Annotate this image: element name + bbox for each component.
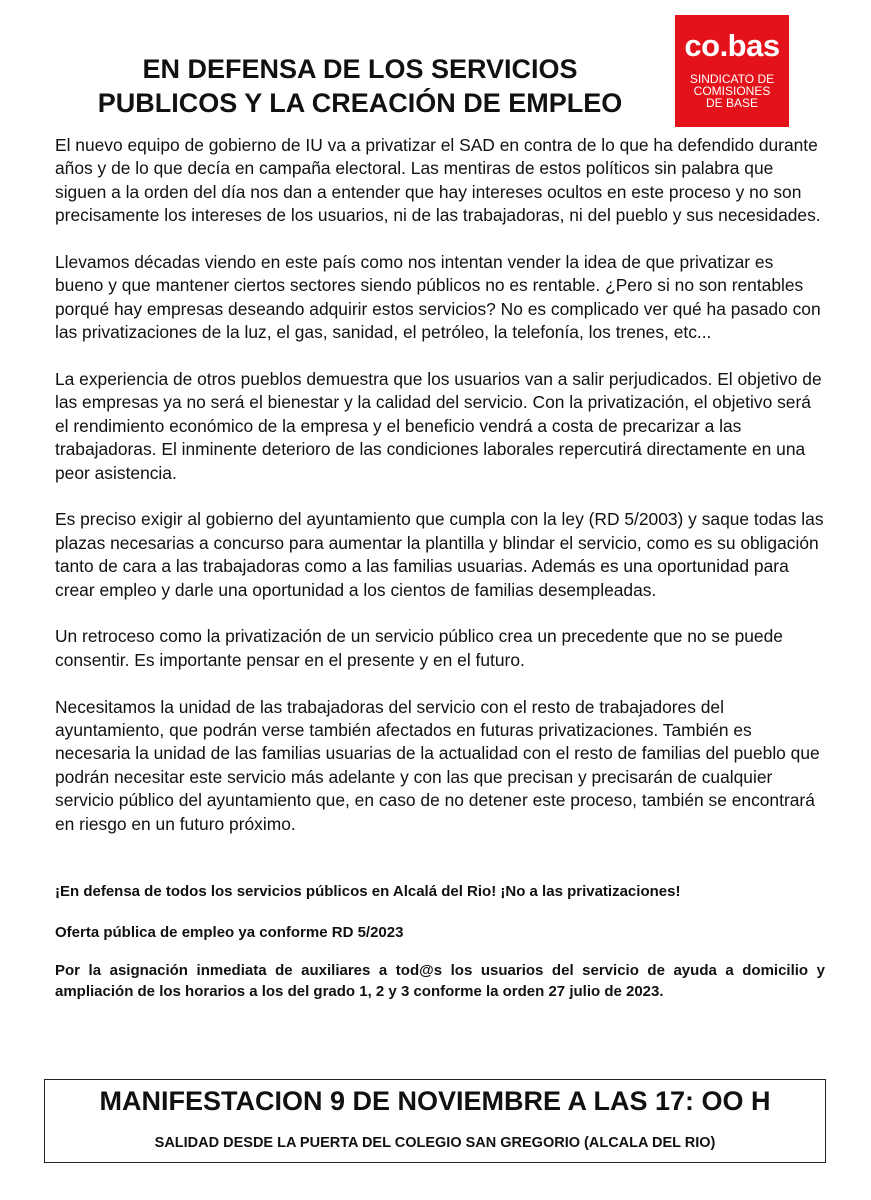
logo-subtitle [675,73,789,109]
paragraph-2: Llevamos décadas viendo en este país como nos intentan vender la idea de que privatizar es bueno y que mantener ciertos sectores siendo públicos no es rentable. ¿Pero si no son rentables porqué hay empresas deseando adquirir estos servicios? No es complicado ver qué ha pasado con las privatizaciones de la luz, el gas, sanidad, el petróleo, la telefonía, los trenes, etc... [55,252,821,343]
demand-assignment: Por la asignación inmediata de auxiliares a tod@s los usuarios del servicio de ayuda a domicilio y ampliación de los horarios a los del grado 1, 2 y 3 conforme la orden 27 julio de 2023. [55,962,825,1000]
paragraph-1: El nuevo equipo de gobierno de IU va a privatizar el SAD en contra de lo que ha defendido durante años y de lo que decía en campaña electoral. Las mentiras de estos políticos sin palabra que siguen a la orden del día nos dan a entender que hay intereses ocultos en este proceso y no son precisamente los intereses de los usuarios, ni de las trabajadoras, ni del pueblo y sus necesidades. [55,135,821,226]
demand-slogan: ¡En defensa de todos los servicios públicos en Alcalá del Rio! ¡No a las privatizaciones! [55,883,681,900]
paragraph-6: Necesitamos la unidad de las trabajadoras del servicio con el resto de trabajadores del ayuntamiento, que podrán verse también afectados en futuras privatizaciones. También es necesaria la unidad de las familias usuarias de la actualidad con el resto de familias del pueblo que podrán necesitar este servicio más adelante y con las que precisan y precisarán de cualquier servicio público del ayuntamiento que, en caso de no detener este proceso, también se encontrará en riesgo en un futuro próximo. [55,696,820,834]
title-line-1: EN DEFENSA DE LOS SERVICIOS [142,54,578,84]
banner-subtitle: SALIDAD DESDE LA PUERTA DEL COLEGIO SAN GREGORIO (ALCALA DEL RIO) [154,1135,716,1151]
demonstration-banner [44,1079,826,1163]
logo-name: co.bas [684,28,780,63]
paragraph-5: Un retroceso como la privatización de un servicio público crea un precedente que no se puede consentir. Es importante pensar en el presente y en el futuro. [55,626,783,670]
cobas-logo [675,15,789,127]
paragraph-4: Es preciso exigir al gobierno del ayuntamiento que cumpla con la ley (RD 5/2003) y saque todas las plazas necesarias a concurso para aumentar la plantilla y blindar el servicio, como es su obligación tanto de cara a las trabajadoras como a las familias usuarias. Además es una oportunidad para crear empleo y darle una oportunidad a los cientos de familias desempleadas. [55,509,824,600]
page-title [40,52,680,120]
demand-employment: Oferta pública de empleo ya conforme RD 5/2023 [55,924,404,941]
logo-subtitle-line-2: COMISIONES [693,84,771,98]
title-line-2: PUBLICOS Y LA CREACIÓN DE EMPLEO [97,88,623,118]
logo-subtitle-line-1: SINDICATO DE [689,72,775,86]
logo-subtitle-line-3: DE BASE [705,96,759,110]
banner-title: MANIFESTACION 9 DE NOVIEMBRE A LAS 17: OO H [99,1086,771,1116]
paragraph-3: La experiencia de otros pueblos demuestra que los usuarios van a salir perjudicados. El objetivo de las empresas ya no será el bienestar y la calidad del servicio. Con la privatización, el objetivo será el rendimiento económico de la empresa y el beneficio vendrá a costa de precarizar a las trabajadoras. El inminente deterioro de las condiciones laborales repercutirá directamente en una peor asistencia. [55,369,822,483]
body-text [55,134,825,860]
